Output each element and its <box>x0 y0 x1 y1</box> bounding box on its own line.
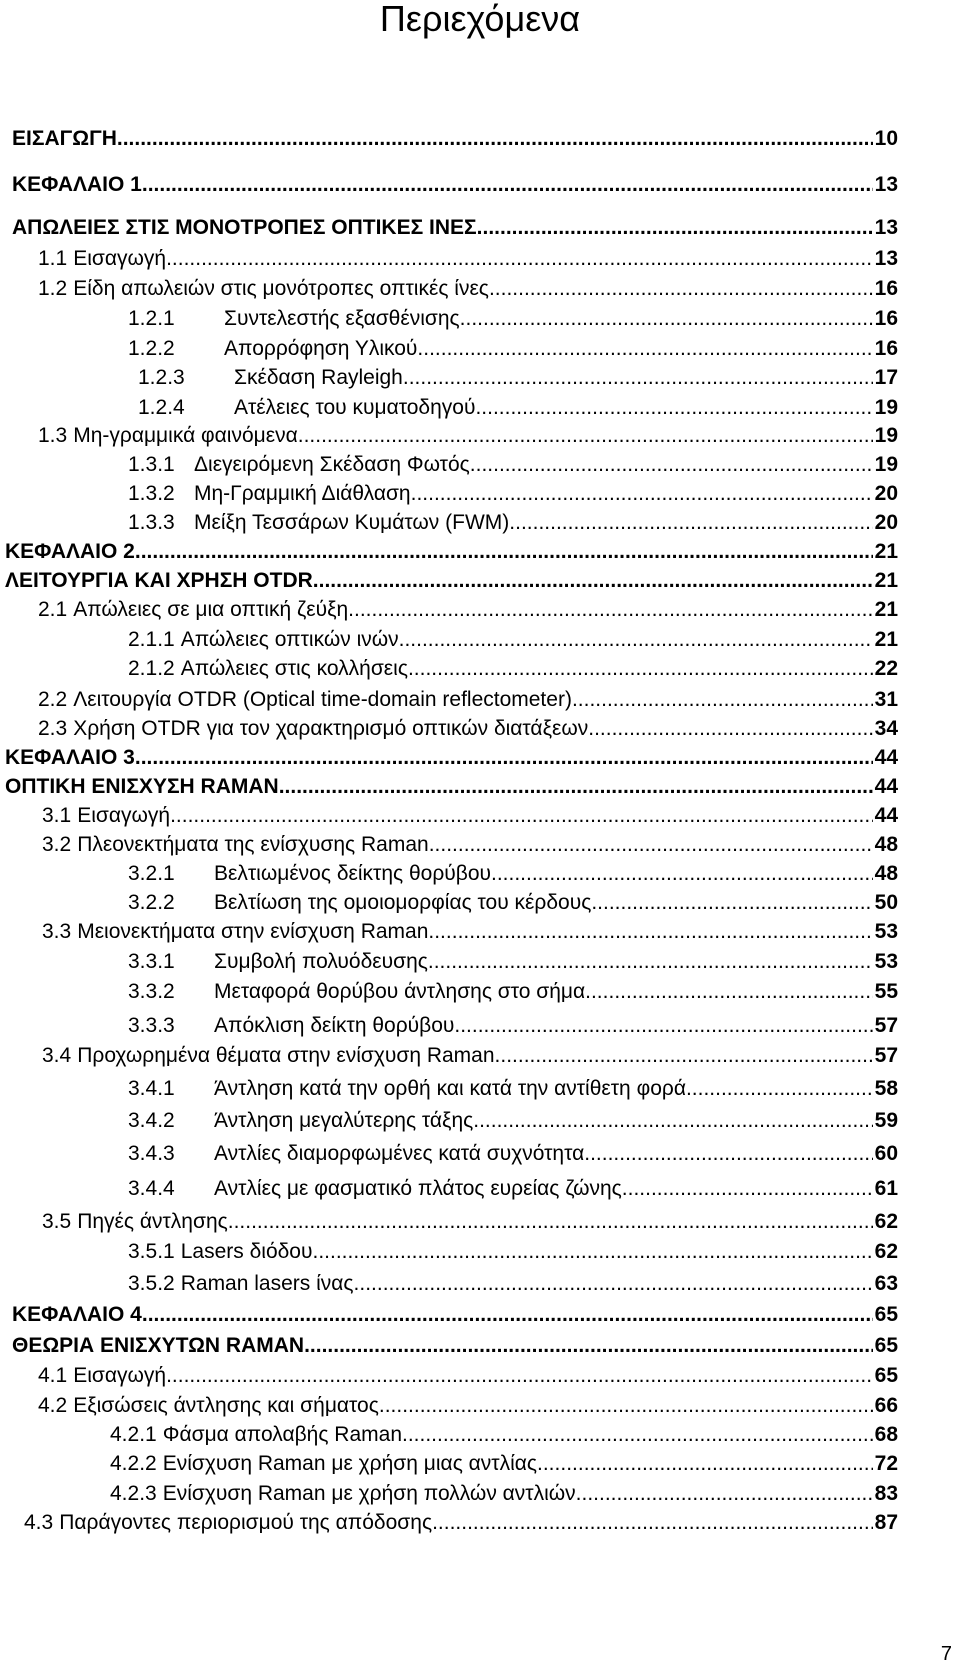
toc-entry-page: 65 <box>874 1334 898 1357</box>
toc-entry-title: Μειονεκτήματα στην ενίσχυση Raman <box>77 920 429 943</box>
toc-entry-page: 13 <box>874 173 898 196</box>
toc-entry-title: ΚΕΦΑΛΑΙΟ 4 <box>12 1303 142 1326</box>
toc-entry-page: 31 <box>874 688 898 711</box>
dot-leader <box>454 1012 872 1040</box>
toc-entry-title: Άντληση κατά την ορθή και κατά την αντίθετη φορά <box>214 1077 686 1100</box>
toc-entry[interactable] <box>128 1140 898 1168</box>
toc-entry[interactable] <box>128 1270 898 1298</box>
dot-leader <box>354 1270 873 1298</box>
toc-entry-page: 44 <box>874 804 898 827</box>
toc-entry-number: 1.2.2 <box>128 337 175 360</box>
dot-leader <box>509 509 872 537</box>
toc-entry-title: Εισαγωγή <box>77 804 171 827</box>
toc-entry[interactable] <box>12 214 898 242</box>
toc-entry-title: Πηγές άντλησης <box>77 1210 228 1233</box>
dot-leader <box>279 773 873 801</box>
toc-entry[interactable] <box>38 596 898 624</box>
toc-entry-page: 50 <box>874 891 898 914</box>
toc-entry-page: 16 <box>874 307 898 330</box>
toc-entry[interactable] <box>128 305 898 333</box>
toc-entry-number: 3.2.1 <box>128 862 175 885</box>
dot-leader <box>585 978 873 1006</box>
toc-entry-title: ΛΕΙΤΟΥΡΓΙΑ ΚΑΙ ΧΡΗΣΗ OTDR <box>5 569 313 592</box>
dot-leader <box>588 715 872 743</box>
dot-leader <box>312 1238 872 1266</box>
dot-leader <box>686 1075 873 1103</box>
toc-entry[interactable] <box>110 1450 898 1478</box>
toc-entry[interactable] <box>128 626 898 654</box>
toc-entry-number: 1.3.3 <box>128 511 175 534</box>
toc-entry-page: 63 <box>874 1272 898 1295</box>
toc-entry[interactable] <box>12 171 898 199</box>
toc-entry[interactable] <box>5 744 898 772</box>
toc-entry[interactable] <box>128 1075 898 1103</box>
toc-entry-page: 57 <box>874 1014 898 1037</box>
toc-entry-number: 4.2.1 <box>110 1423 157 1446</box>
toc-entry-page: 48 <box>874 833 898 856</box>
dot-leader <box>408 655 873 683</box>
dot-leader <box>576 1480 873 1508</box>
toc-entry-number: 2.1.2 <box>128 657 175 680</box>
toc-entry-page: 48 <box>874 862 898 885</box>
toc-entry-page: 53 <box>874 950 898 973</box>
toc-entry[interactable] <box>42 831 898 859</box>
page-number: 7 <box>940 1643 952 1665</box>
toc-entry-page: 21 <box>874 598 898 621</box>
dot-leader <box>403 364 873 392</box>
dot-leader <box>491 860 873 888</box>
toc-entry[interactable] <box>110 1421 898 1449</box>
toc-entry-title: Απόκλιση δείκτη θορύβου <box>214 1014 455 1037</box>
toc-entry-page: 59 <box>874 1109 898 1132</box>
toc-entry-title: ΑΠΩΛΕΙΕΣ ΣΤΙΣ ΜΟΝΟΤΡΟΠΕΣ ΟΠΤΙΚΕΣ ΙΝΕΣ <box>12 216 477 239</box>
toc-entry-title: Μη-Γραμμική Διάθλαση <box>194 482 411 505</box>
toc-entry-number: 1.3.2 <box>128 482 175 505</box>
toc-entry-page: 22 <box>874 657 898 680</box>
toc-entry-title: ΟΠΤΙΚΗ ΕΝΙΣΧΥΣΗ RAMAN <box>5 775 279 798</box>
toc-entry-number: 3.3 <box>42 920 72 943</box>
toc-entry-title: Συμβολή πολυόδευσης <box>214 950 428 973</box>
toc-entry[interactable] <box>38 686 898 714</box>
toc-entry[interactable] <box>128 655 898 683</box>
toc-entry-page: 60 <box>874 1142 898 1165</box>
toc-entry-page: 21 <box>874 628 898 651</box>
toc-entry[interactable] <box>42 1208 898 1236</box>
toc-entry-page: 57 <box>874 1044 898 1067</box>
toc-entry-title: ΘΕΩΡΙΑ ΕΝΙΣΧΥΤΩΝ RAMAN <box>12 1334 305 1357</box>
toc-entry-page: 17 <box>874 366 898 389</box>
dot-leader <box>142 171 873 199</box>
toc-entry-page: 68 <box>874 1423 898 1446</box>
toc-entry[interactable] <box>38 422 898 450</box>
dot-leader <box>495 1042 873 1070</box>
toc-entry-page: 44 <box>874 746 898 769</box>
toc-entry-number: 2.1.1 <box>128 628 175 651</box>
toc-entry-page: 34 <box>874 717 898 740</box>
toc-entry-number: 3.3.1 <box>128 950 175 973</box>
dot-leader <box>402 1421 873 1449</box>
dot-leader <box>228 1208 873 1236</box>
dot-leader <box>473 1107 872 1135</box>
toc-entry-number: 3.4.1 <box>128 1077 175 1100</box>
toc-entry-page: 21 <box>874 569 898 592</box>
dot-leader <box>489 275 873 303</box>
toc-entry-page: 16 <box>874 277 898 300</box>
toc-entry-title: Εισαγωγή <box>73 247 167 270</box>
toc-entry-title: Εξισώσεις άντλησης και σήματος <box>73 1394 379 1417</box>
toc-entry-title: ΚΕΦΑΛΑΙΟ 1 <box>12 173 142 196</box>
toc-entry-number: 4.2 <box>38 1394 68 1417</box>
toc-entry[interactable] <box>128 860 898 888</box>
toc-entry-number: 1.1 <box>38 247 68 270</box>
toc-entry-page: 62 <box>874 1210 898 1233</box>
toc-entry-number: 1.3 <box>38 424 68 447</box>
toc-entry-number: 3.2 <box>42 833 72 856</box>
toc-entry-title: Απώλειες στις κολλήσεις <box>180 657 408 680</box>
dot-leader <box>460 305 873 333</box>
toc-entry-title: Βελτιωμένος δείκτης θορύβου <box>214 862 491 885</box>
toc-entry[interactable] <box>38 245 898 273</box>
toc-entry-page: 53 <box>874 920 898 943</box>
toc-entry-number: 1.3.1 <box>128 453 175 476</box>
toc-entry-page: 44 <box>874 775 898 798</box>
toc-entry-page: 87 <box>874 1511 898 1534</box>
toc-entry-page: 72 <box>874 1452 898 1475</box>
toc-entry[interactable] <box>12 1301 898 1329</box>
dot-leader <box>379 1392 873 1420</box>
dot-leader <box>622 1175 873 1203</box>
toc-entry-page: 19 <box>874 453 898 476</box>
toc-entry-title: Είδη απωλειών στις μονότροπες οπτικές ίνες <box>73 277 489 300</box>
dot-leader <box>591 889 872 917</box>
toc-entry[interactable] <box>128 948 898 976</box>
toc-entry[interactable] <box>38 275 898 303</box>
dot-leader <box>166 245 873 273</box>
toc-entry-page: 13 <box>874 247 898 270</box>
toc-entry-page: 20 <box>874 482 898 505</box>
toc-entry-number: 3.5 <box>42 1210 72 1233</box>
toc-entry[interactable] <box>110 1480 898 1508</box>
dot-leader <box>470 451 873 479</box>
toc-entry-title: Ενίσχυση Raman με χρήση πολλών αντλιών <box>162 1482 576 1505</box>
toc-entry[interactable] <box>128 335 898 363</box>
toc-entry-number: 3.4.3 <box>128 1142 175 1165</box>
toc-entry-page: 83 <box>874 1482 898 1505</box>
toc-entry[interactable] <box>128 509 898 537</box>
toc-entry-page: 55 <box>874 980 898 1003</box>
toc-entry-page: 65 <box>874 1364 898 1387</box>
toc-entry-title: Άντληση μεγαλύτερης τάξης <box>214 1109 474 1132</box>
toc-entry[interactable] <box>5 538 898 566</box>
toc-entry-title: Συντελεστής εξασθένισης <box>224 307 460 330</box>
dot-leader <box>432 1509 873 1537</box>
dot-leader <box>399 626 873 654</box>
dot-leader <box>348 596 872 624</box>
toc-entry-page: 61 <box>874 1177 898 1200</box>
toc-entry-title: Απορρόφηση Υλικού <box>224 337 418 360</box>
toc-entry[interactable] <box>38 715 898 743</box>
toc-entry-page: 20 <box>874 511 898 534</box>
toc-entry-page: 16 <box>874 337 898 360</box>
toc-entry-title: Εισαγωγή <box>73 1364 167 1387</box>
toc-entry-page: 13 <box>874 216 898 239</box>
dot-leader <box>135 538 873 566</box>
toc-entry[interactable] <box>24 1509 898 1537</box>
toc-entry-number: 2.3 <box>38 717 68 740</box>
toc-entry-title: Χρήση OTDR για τον χαρακτηρισμό οπτικών διατάξεων <box>73 717 589 740</box>
toc-entry[interactable] <box>42 918 898 946</box>
dot-leader <box>417 335 872 363</box>
toc-entry-number: 3.4.2 <box>128 1109 175 1132</box>
toc-entry-number: 4.2.3 <box>110 1482 157 1505</box>
toc-entry-number: 1.2.4 <box>138 396 185 419</box>
toc-entry-number: 3.4 <box>42 1044 72 1067</box>
toc-entry[interactable] <box>38 1392 898 1420</box>
dot-leader <box>584 1140 872 1168</box>
toc-entry[interactable] <box>128 1012 898 1040</box>
toc-entry[interactable] <box>128 480 898 508</box>
dot-leader <box>142 1301 873 1329</box>
toc-entry[interactable] <box>5 773 898 801</box>
toc-entry[interactable] <box>128 1175 898 1203</box>
toc-entry[interactable] <box>5 567 898 595</box>
toc-entry-title: Απώλειες σε μια οπτική ζεύξη <box>73 598 349 621</box>
toc-entry-number: 3.2.2 <box>128 891 175 914</box>
dot-leader <box>298 422 873 450</box>
page-title: Περιεχόμενα <box>379 0 581 39</box>
toc-entry-title: ΚΕΦΑΛΑΙΟ 2 <box>5 540 135 563</box>
dot-leader <box>117 125 873 153</box>
dot-leader <box>170 802 873 830</box>
toc-entry-page: 58 <box>874 1077 898 1100</box>
toc-entry-number: 1.2 <box>38 277 68 300</box>
toc-entry-title: Αντλίες με φασματικό πλάτος ευρείας ζώνης <box>214 1177 622 1200</box>
toc-entry-number: 4.3 <box>24 1511 54 1534</box>
toc-entry-number: 3.5.1 <box>128 1240 175 1263</box>
dot-leader <box>429 831 873 859</box>
toc-entry[interactable] <box>128 1238 898 1266</box>
toc-entry-title: Lasers διόδου <box>180 1240 313 1263</box>
toc-entry-title: Αντλίες διαμορφωμένες κατά συχνότητα <box>214 1142 585 1165</box>
toc-entry-number: 3.3.3 <box>128 1014 175 1037</box>
toc-entry-page: 21 <box>874 540 898 563</box>
toc-entry-number: 2.1 <box>38 598 68 621</box>
toc-entry-page: 65 <box>874 1303 898 1326</box>
dot-leader <box>428 948 873 976</box>
toc-entry-page: 62 <box>874 1240 898 1263</box>
dot-leader <box>572 686 873 714</box>
dot-leader <box>304 1332 873 1360</box>
toc-entry-title: Ατέλειες του κυματοδηγού <box>234 396 476 419</box>
toc-entry-number: 2.2 <box>38 688 68 711</box>
toc-entry-title: Σκέδαση Rayleigh <box>234 366 403 389</box>
toc-entry-page: 19 <box>874 424 898 447</box>
toc-entry-title: Μεταφορά θορύβου άντλησης στο σήμα <box>214 980 586 1003</box>
dot-leader <box>537 1450 873 1478</box>
toc-entry-title: Διεγειρόμενη Σκέδαση Φωτός <box>194 453 470 476</box>
toc-entry[interactable] <box>138 394 898 422</box>
toc-entry[interactable] <box>12 125 898 153</box>
toc-entry-number: 3.3.2 <box>128 980 175 1003</box>
toc-entry-title: Raman lasers ίνας <box>180 1272 354 1295</box>
toc-entry[interactable] <box>128 1107 898 1135</box>
dot-leader <box>166 1362 873 1390</box>
toc-entry-number: 1.2.3 <box>138 366 185 389</box>
toc-entry[interactable] <box>38 1362 898 1390</box>
dot-leader <box>477 214 873 242</box>
toc-entry-number: 3.5.2 <box>128 1272 175 1295</box>
toc-entry[interactable] <box>12 1332 898 1360</box>
toc-entry[interactable] <box>42 1042 898 1070</box>
toc-entry[interactable] <box>128 978 898 1006</box>
toc-entry-number: 3.4.4 <box>128 1177 175 1200</box>
toc-entry-number: 4.1 <box>38 1364 68 1387</box>
toc-entry-title: ΚΕΦΑΛΑΙΟ 3 <box>5 746 135 769</box>
toc-entry-title: Μη-γραμμικά φαινόμενα <box>73 424 298 447</box>
toc-entry-page: 66 <box>874 1394 898 1417</box>
toc-entry-title: Λειτουργία OTDR (Optical time-domain reflectometer) <box>73 688 572 711</box>
toc-entry-title: Απώλειες οπτικών ινών <box>180 628 399 651</box>
toc-entry-number: 3.1 <box>42 804 72 827</box>
toc-entry-page: 10 <box>874 127 898 150</box>
dot-leader <box>411 480 873 508</box>
toc-entry[interactable] <box>42 802 898 830</box>
toc-entry-title: Μείξη Τεσσάρων Κυμάτων (FWM) <box>194 511 510 534</box>
toc-entry-number: 4.2.2 <box>110 1452 157 1475</box>
toc-entry[interactable] <box>128 889 898 917</box>
dot-leader <box>475 394 872 422</box>
toc-entry-title: Προχωρημένα θέματα στην ενίσχυση Raman <box>77 1044 495 1067</box>
dot-leader <box>313 567 873 595</box>
dot-leader <box>135 744 873 772</box>
toc-entry-title: Βελτίωση της ομοιομορφίας του κέρδους <box>214 891 592 914</box>
dot-leader <box>428 918 872 946</box>
toc-entry[interactable] <box>128 451 898 479</box>
toc-entry-title: ΕΙΣΑΓΩΓΗ <box>12 127 117 150</box>
toc-entry-title: Παράγοντες περιορισμού της απόδοσης <box>59 1511 433 1534</box>
toc-entry-title: Ενίσχυση Raman με χρήση μιας αντλίας <box>162 1452 538 1475</box>
toc-entry-title: Φάσμα απολαβής Raman <box>162 1423 402 1446</box>
toc-entry-title: Πλεονεκτήματα της ενίσχυσης Raman <box>77 833 429 856</box>
toc-entry[interactable] <box>138 364 898 392</box>
toc-entry-number: 1.2.1 <box>128 307 175 330</box>
toc-entry-page: 19 <box>874 396 898 419</box>
